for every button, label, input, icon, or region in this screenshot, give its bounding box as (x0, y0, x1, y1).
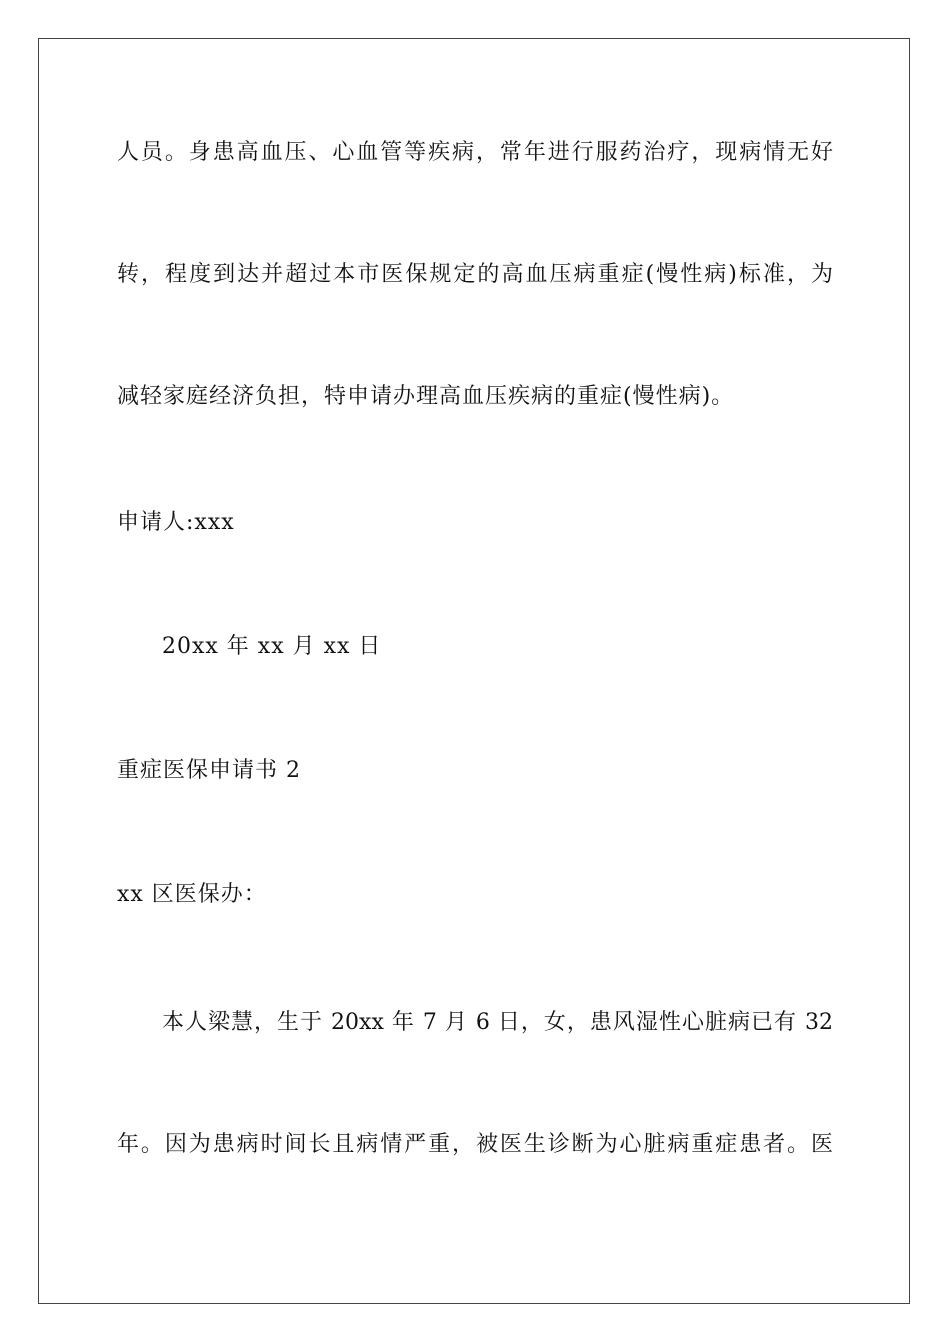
body-text-line-3: 减轻家庭经济负担，特申请办理高血压疾病的重症(慢性病)。 (117, 384, 735, 409)
section-title: 重症医保申请书 2 (117, 758, 301, 783)
body-text-line-5: 年。因为患病时间长且病情严重，被医生诊断为心脏病重症患者。医 (117, 1132, 833, 1157)
date-line: 20xx 年 xx 月 xx 日 (162, 634, 382, 659)
body-text-line-4: 本人梁慧，生于 20xx 年 7 月 6 日，女，患风湿性心脏病已有 32 (162, 1010, 833, 1035)
body-text-line-2: 转，程度到达并超过本市医保规定的高血压病重症(慢性病)标准，为 (117, 262, 833, 287)
body-text-line-1: 人员。身患高血压、心血管等疾病，常年进行服药治疗，现病情无好 (117, 140, 833, 165)
page-border (38, 38, 910, 1304)
applicant-signature-line: 申请人:xxx (117, 510, 235, 535)
recipient-line: xx 区医保办： (117, 882, 267, 907)
